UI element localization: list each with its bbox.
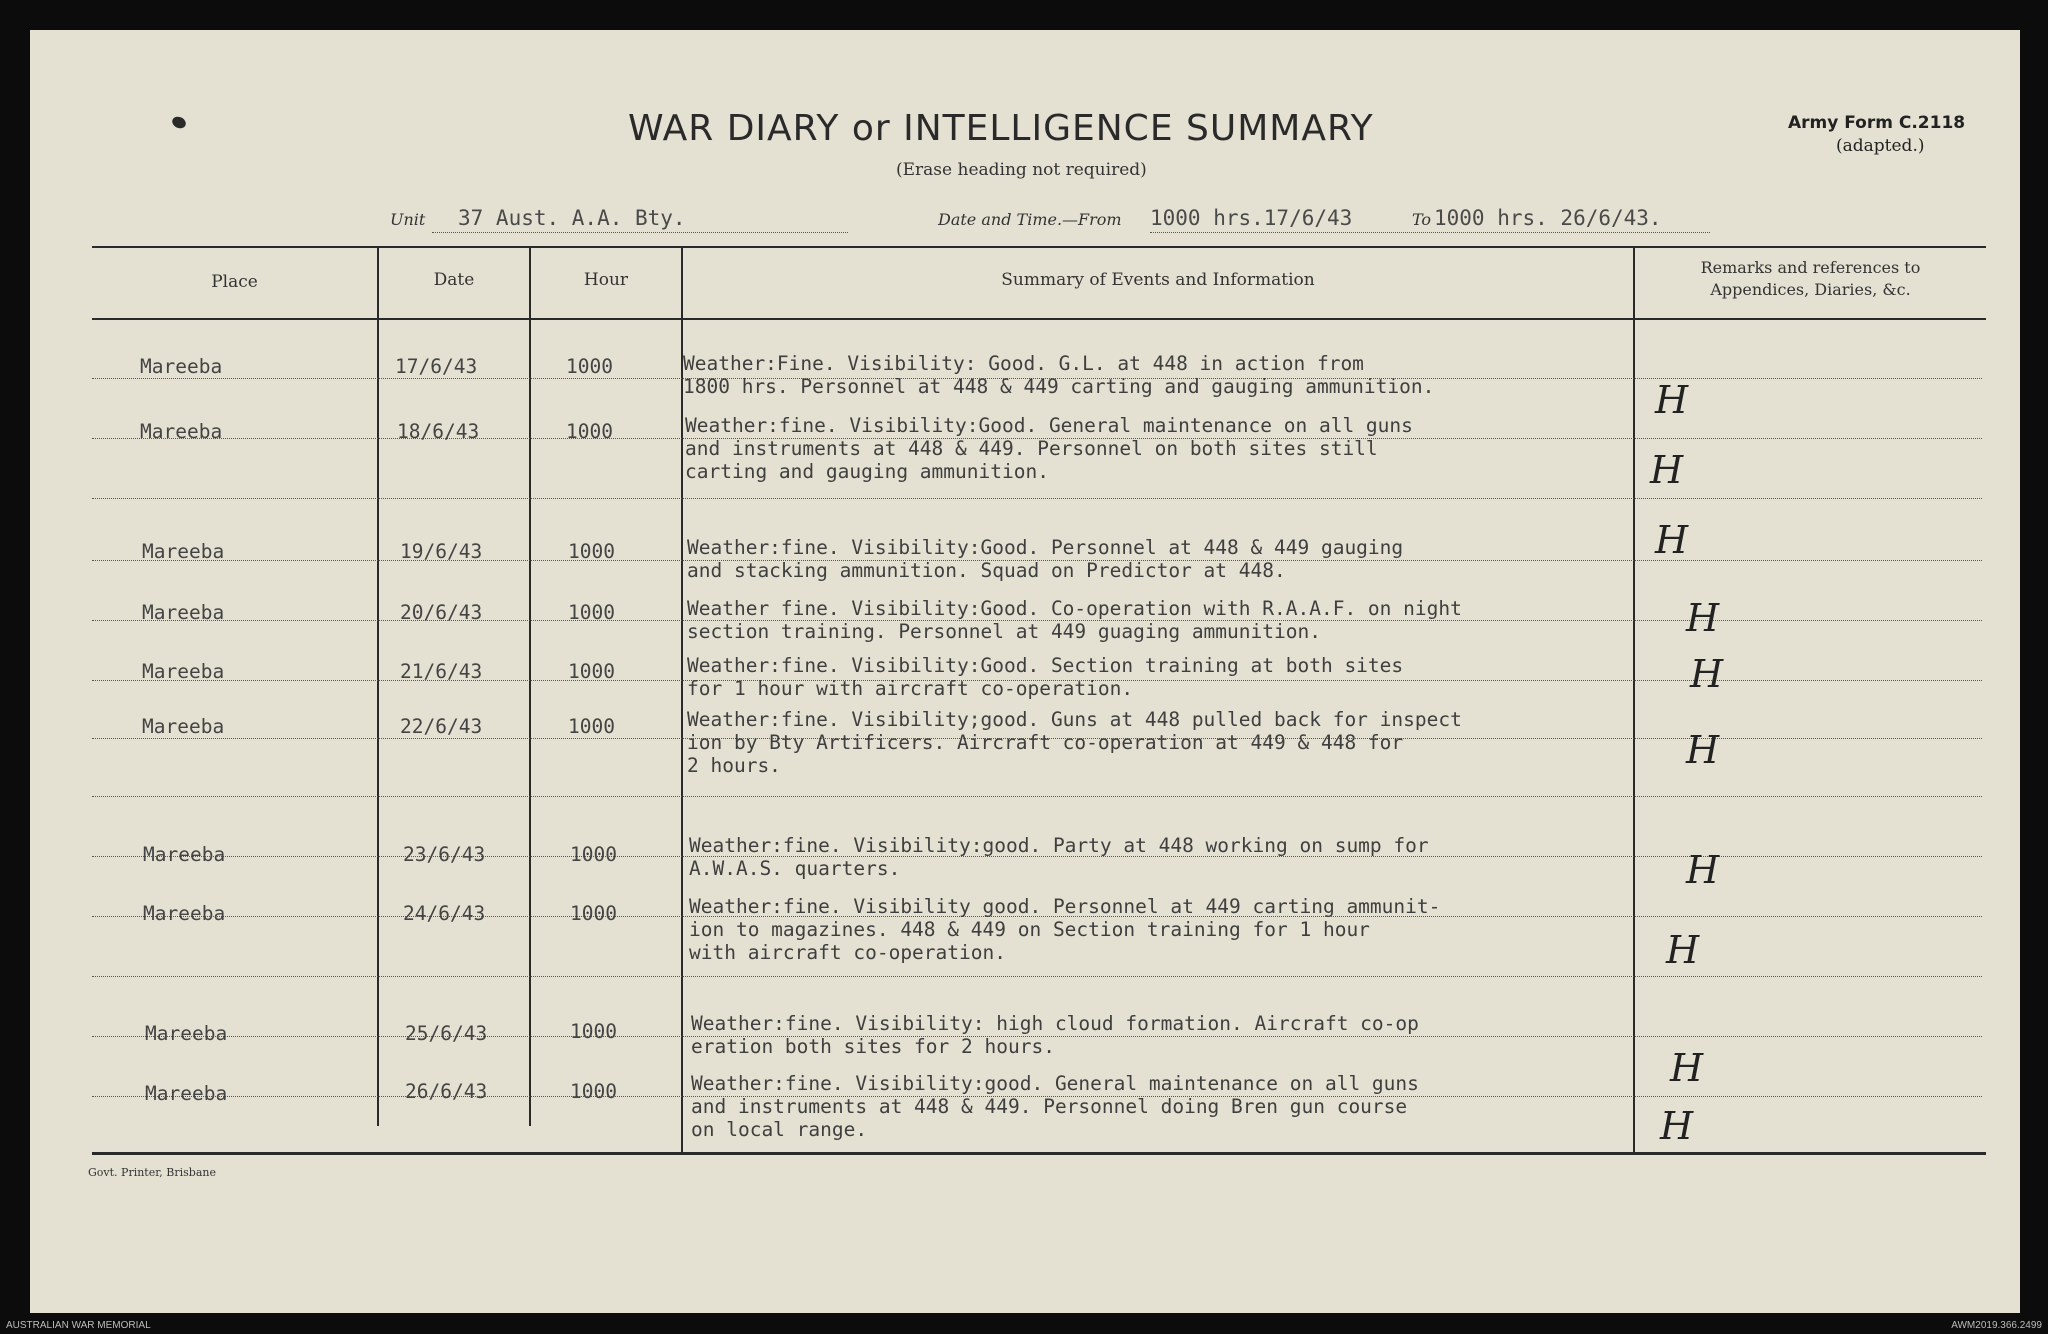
entry-hour: 1000 bbox=[568, 715, 615, 738]
entry-summary: Weather:fine. Visibility:Good. Personnel at 448 & 449 gauging and stacking ammunition. Squad on Predictor at 448. bbox=[687, 536, 1404, 582]
archive-reference: AWM2019.366.2499 bbox=[1951, 1320, 2042, 1331]
entry-date: 23/6/43 bbox=[403, 843, 486, 866]
ruling-line bbox=[92, 498, 1982, 499]
entry-date: 18/6/43 bbox=[397, 420, 480, 443]
column-divider-remarks bbox=[1633, 246, 1635, 1152]
ruling-line bbox=[92, 976, 1982, 977]
column-header-summary: Summary of Events and Information bbox=[1001, 270, 1315, 290]
entry-summary: Weather:fine. Visibility:Good. Section training at both sites for 1 hour with aircraft co-operation. bbox=[687, 654, 1404, 700]
entry-hour: 1000 bbox=[570, 1020, 617, 1043]
to-label: To bbox=[1412, 210, 1432, 229]
entry-date: 19/6/43 bbox=[400, 540, 483, 563]
entry-hour: 1000 bbox=[570, 1080, 617, 1103]
initials-mark: H bbox=[1686, 728, 1720, 772]
entry-hour: 1000 bbox=[570, 843, 617, 866]
form-number: Army Form C.2118 bbox=[1788, 113, 1966, 133]
entry-date: 17/6/43 bbox=[395, 355, 478, 378]
entry-date: 20/6/43 bbox=[400, 601, 483, 624]
entry-summary: Weather:fine. Visibility:Good. General maintenance on all guns and instruments at 448 & 449. Personnel on both sites still carting and gauging ammunition. bbox=[685, 414, 1413, 483]
entry-place: Mareeba bbox=[143, 902, 226, 925]
ruling-line bbox=[92, 796, 1982, 797]
entry-hour: 1000 bbox=[570, 902, 617, 925]
date-label: Date and Time.—From bbox=[938, 210, 1122, 229]
column-header-remarks: Remarks and references to bbox=[1700, 258, 1921, 277]
entry-summary: Weather:Fine. Visibility: Good. G.L. at 448 in action from 1800 hrs. Personnel at 448 & 449 carting and gauging ammunition. bbox=[683, 352, 1435, 398]
unit-value: 37 Aust. A.A. Bty. bbox=[458, 206, 686, 230]
initials-mark: H bbox=[1666, 928, 1700, 972]
initials-mark: H bbox=[1686, 596, 1720, 640]
entry-date: 21/6/43 bbox=[400, 660, 483, 683]
column-header-remarks-2: Appendices, Diaries, &c. bbox=[1710, 280, 1911, 299]
entry-place: Mareeba bbox=[142, 715, 225, 738]
entry-place: Mareeba bbox=[142, 540, 225, 563]
form-subtitle: (Erase heading not required) bbox=[896, 160, 1147, 180]
entry-date: 26/6/43 bbox=[405, 1080, 488, 1103]
entry-place: Mareeba bbox=[142, 660, 225, 683]
column-header-place: Place bbox=[211, 272, 258, 292]
initials-mark: H bbox=[1690, 652, 1724, 696]
entry-place: Mareeba bbox=[145, 1022, 228, 1045]
unit-label: Unit bbox=[390, 210, 426, 229]
entry-date: 25/6/43 bbox=[405, 1022, 488, 1045]
entry-hour: 1000 bbox=[568, 601, 615, 624]
entry-hour: 1000 bbox=[568, 660, 615, 683]
table-bottom-rule bbox=[92, 1152, 1986, 1155]
date-underline bbox=[1150, 232, 1710, 233]
unit-underline bbox=[432, 232, 848, 233]
printer-imprint: Govt. Printer, Brisbane bbox=[88, 1166, 216, 1179]
initials-mark: H bbox=[1655, 518, 1689, 562]
date-from: 1000 hrs.17/6/43 bbox=[1150, 206, 1353, 230]
form-title: WAR DIARY or INTELLIGENCE SUMMARY bbox=[628, 108, 1374, 149]
entry-place: Mareeba bbox=[143, 843, 226, 866]
entry-place: Mareeba bbox=[142, 601, 225, 624]
entry-summary: Weather:fine. Visibility:good. General maintenance on all guns and instruments at 448 & 449. Personnel doing Bren gun course on local range. bbox=[691, 1072, 1419, 1141]
form-note: (adapted.) bbox=[1836, 136, 1925, 156]
entry-place: Mareeba bbox=[140, 420, 223, 443]
initials-mark: H bbox=[1655, 378, 1689, 422]
entry-summary: Weather fine. Visibility:Good. Co-operation with R.A.A.F. on night section training. Personnel at 449 guaging ammunition. bbox=[687, 597, 1462, 643]
entry-summary: Weather:fine. Visibility good. Personnel at 449 carting ammunit- ion to magazines. 448 & 449 on Section training for 1 hour with aircraft co-operation. bbox=[689, 895, 1441, 964]
entry-hour: 1000 bbox=[566, 420, 613, 443]
initials-mark: H bbox=[1686, 848, 1720, 892]
entry-hour: 1000 bbox=[568, 540, 615, 563]
initials-mark: H bbox=[1670, 1046, 1704, 1090]
entry-date: 22/6/43 bbox=[400, 715, 483, 738]
entry-summary: Weather:fine. Visibility: high cloud formation. Aircraft co-op eration both sites for 2 hours. bbox=[691, 1012, 1419, 1058]
initials-mark: H bbox=[1650, 448, 1684, 492]
entry-hour: 1000 bbox=[566, 355, 613, 378]
entry-summary: Weather:fine. Visibility;good. Guns at 448 pulled back for inspect ion by Bty Artificers. Aircraft co-operation at 449 & 448 for 2 hours. bbox=[687, 708, 1462, 777]
entry-date: 24/6/43 bbox=[403, 902, 486, 925]
entry-summary: Weather:fine. Visibility:good. Party at 448 working on sump for A.W.A.S. quarters. bbox=[689, 834, 1429, 880]
date-to: 1000 hrs. 26/6/43. bbox=[1434, 206, 1662, 230]
entry-place: Mareeba bbox=[145, 1082, 228, 1105]
initials-mark: H bbox=[1660, 1104, 1694, 1148]
entry-place: Mareeba bbox=[140, 355, 223, 378]
column-header-hour: Hour bbox=[583, 270, 629, 290]
column-header-date: Date bbox=[433, 270, 475, 290]
archive-credit: AUSTRALIAN WAR MEMORIAL bbox=[6, 1320, 151, 1331]
